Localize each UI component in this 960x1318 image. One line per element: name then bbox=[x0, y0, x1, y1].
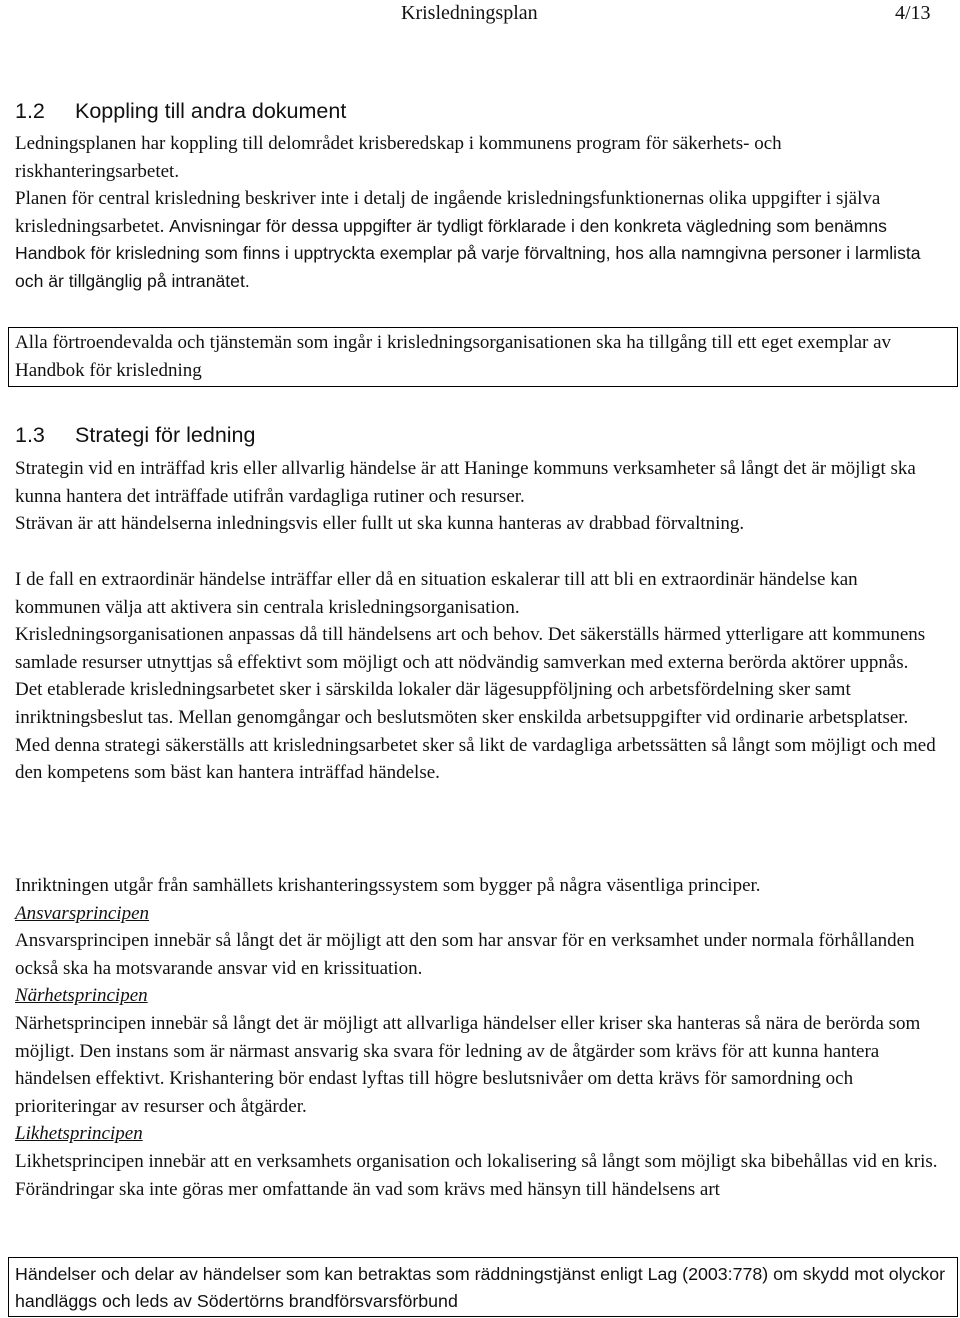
section-number: 1.3 bbox=[15, 423, 45, 447]
box-text: Alla förtroendevalda och tjänstemän som ingår i krisledningsorganisationen ska ha tillgång till ett eget exemplar av Handbok för krisledning bbox=[15, 332, 892, 381]
paragraph: Krisledningsorganisationen anpassas då till händelsens art och behov. Det säkerställs härmed ytterligare att kommunens samlade resurser utnyttjas så effektivt som möjligt och att nödvändig samverkan med externa berörda aktörer uppnås. bbox=[15, 624, 926, 673]
paragraph: Med denna strategi säkerställs att krisledningsarbetet sker så likt de vardagliga arbetssätten så långt som möjligt och med den kompetens som bäst kan hantera inträffad händelse. bbox=[15, 734, 936, 784]
paragraph: Strategin vid en inträffad kris eller allvarlig händelse är att Haninge kommuns verksamheter så långt det är möjligt ska kunna hantera det inträffade utifrån vardagliga rutiner och resurser. bbox=[15, 458, 916, 507]
paragraph: Strävan är att händelserna inledningsvis eller fullt ut ska kunna hanteras av drabbad förvaltning. bbox=[15, 513, 745, 535]
principle-title: Närhetsprincipen bbox=[15, 985, 148, 1007]
document-title: Krisledningsplan bbox=[401, 2, 538, 24]
page-number: 4/13 bbox=[895, 2, 931, 24]
info-box-rescue-service bbox=[8, 1257, 958, 1317]
paragraph-sans-part: Anvisningar för dessa uppgifter är tydligt förklarade i den konkreta vägledning som benämns Handbok för krisledning som finns i upptryckta exemplar på varje förvaltning, hos alla namngivna personer i larmlista och är tillgänglig på intranätet. bbox=[15, 215, 921, 291]
page-header bbox=[0, 0, 960, 28]
section-number: 1.2 bbox=[15, 99, 45, 123]
section-heading-1-3 bbox=[15, 422, 255, 449]
section-1-3-body-a bbox=[15, 455, 945, 538]
box-text: Händelser och delar av händelser som kan betraktas som räddningstjänst enligt Lag (2003:778) om skydd mot olyckor handläggs och leds av Södertörns brandförsvarsförbund bbox=[15, 1264, 946, 1311]
section-1-3-body-b bbox=[15, 566, 945, 787]
section-1-2-body bbox=[15, 130, 945, 296]
info-box-handbook bbox=[8, 327, 958, 387]
section-title: Strategi för ledning bbox=[75, 423, 256, 447]
section-1-3-principles bbox=[15, 872, 945, 1203]
paragraph-serif-part: Planen för central krisledning beskriver inte i detalj de ingående krisledningsfunktionernas olika uppgifter i själva krisledningsarbetet. bbox=[15, 188, 881, 237]
principle-title: Likhetsprincipen bbox=[15, 1123, 143, 1145]
principle-text: Närhetsprincipen innebär så långt det är möjligt att allvarliga händelser eller kriser ska hanteras så nära de berörda som möjligt. Den instans som är närmast ansvarig ska svara för ledning av de åtgärder som krävs för att kunna hantera händelsen effektivt. Krishantering bör endast lyftas till högre beslutsnivåer om detta krävs för samordning och prioriteringar av resurser och åtgärder. bbox=[15, 1012, 921, 1117]
section-title: Koppling till andra dokument bbox=[75, 99, 347, 123]
paragraph: Inriktningen utgår från samhällets krishanteringssystem som bygger på några väsentliga principer. bbox=[15, 875, 761, 896]
principle-title: Ansvarsprincipen bbox=[15, 902, 150, 924]
paragraph bbox=[15, 185, 945, 295]
paragraph: Ledningsplanen har koppling till delområdet krisberedskap i kommunens program för säkerhets- och riskhanteringsarbetet. bbox=[15, 133, 782, 182]
principle-text: Ansvarsprincipen innebär så långt det är möjligt att den som har ansvar för en verksamhet under normala förhållanden också ska ha motsvarande ansvar vid en krissituation. bbox=[15, 930, 915, 979]
paragraph: Det etablerade krisledningsarbetet sker i särskilda lokaler där lägesuppföljning och arbetsfördelning sker samt inriktningsbeslut tas. Mellan genomgångar och beslutsmöten sker enskilda arbetsuppgifter vid ordinarie arbetsplatser. bbox=[15, 679, 909, 728]
section-heading-1-2 bbox=[15, 98, 346, 125]
principle-text: Likhetsprincipen innebär att en verksamhets organisation och lokalisering så långt som möjligt ska bibehållas vid en kris. Förändringar ska inte göras mer omfattande än vad som krävs med hänsyn till händelsens art bbox=[15, 1150, 938, 1200]
paragraph: I de fall en extraordinär händelse inträffar eller då en situation eskalerar till att bli en extraordinär händelse kan kommunen välja att aktivera sin centrala krisledningsorganisation. bbox=[15, 569, 858, 618]
